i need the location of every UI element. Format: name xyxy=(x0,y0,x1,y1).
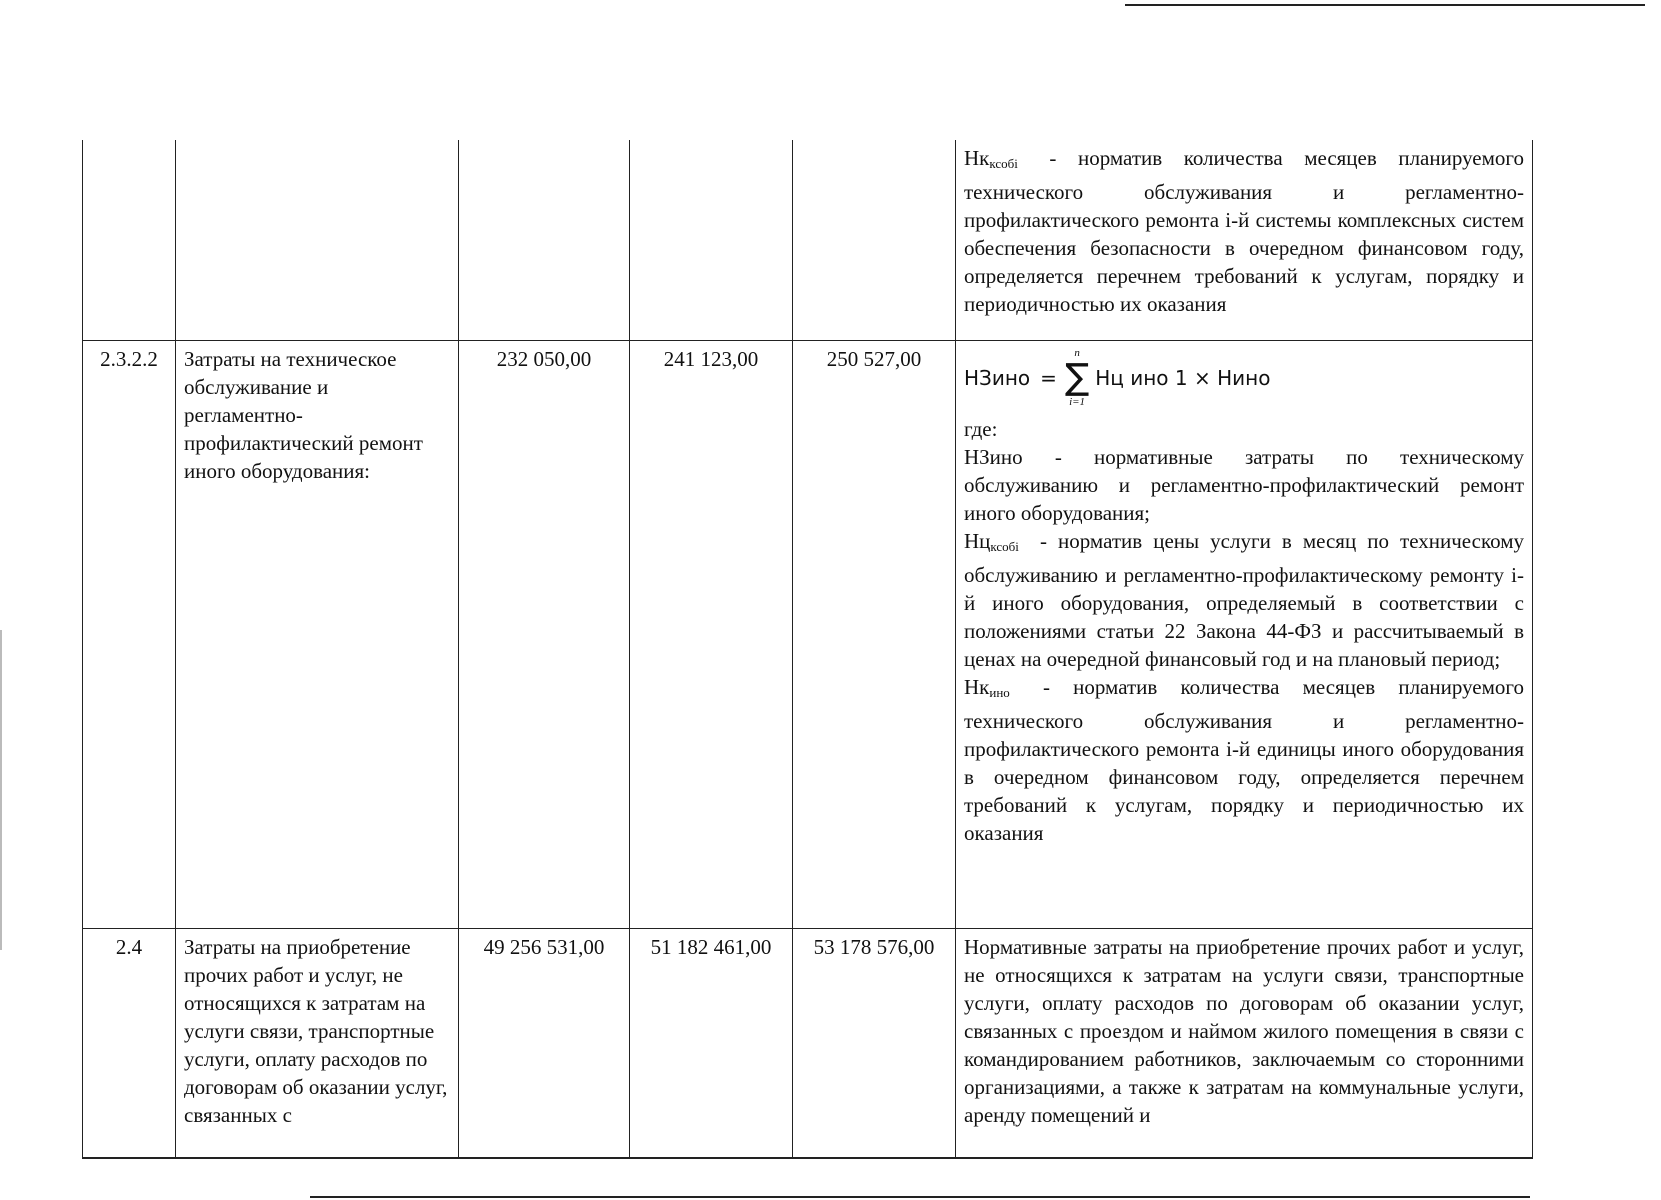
symbol-main: Нц xyxy=(964,528,991,553)
cost-formula xyxy=(964,345,1524,411)
symbol-main: Нк xyxy=(964,146,990,170)
amount-year-2: 241 123,00 xyxy=(630,340,793,928)
sum-operator xyxy=(1065,348,1089,408)
where-label: где: xyxy=(964,416,998,441)
row-description xyxy=(956,340,1533,928)
amount-year-3: 53 178 576,00 xyxy=(793,928,956,1158)
description-paragraph xyxy=(964,673,1524,847)
description-paragraph xyxy=(964,443,1524,527)
amount-year-1: 49 256 531,00 xyxy=(459,928,630,1158)
row-number xyxy=(83,140,176,340)
sum-lower-limit: i=1 xyxy=(1069,395,1086,408)
scan-margin-mark xyxy=(0,630,2,950)
formula-lhs: НЗино xyxy=(964,365,1031,390)
amount-year-3 xyxy=(793,140,956,340)
symbol-definition: - норматив количества месяцев планируемого технического обслуживания и регламентно-профилактического ремонта i-й системы комплексных систем обеспечения безопасности в очередном финансовом году, определяется перечнем требований к услугам, порядку и периодичностью их оказания xyxy=(964,146,1524,316)
description-paragraph xyxy=(964,527,1524,673)
sum-upper-limit: n xyxy=(1074,346,1080,359)
table-row xyxy=(83,340,1533,928)
symbol-definition: - норматив цены услуги в месяц по техническому обслуживанию и регламентно-профилактическому ремонту i-й иного оборудования, определяемый в соответствии с положениями статьи 22 Закона 44-ФЗ и рассчитываемый в ценах на очередной финансовый год и на плановый период; xyxy=(964,528,1524,671)
table-row xyxy=(83,140,1533,340)
symbol-subscript: ксобi xyxy=(989,156,1018,171)
row-number: 2.3.2.2 xyxy=(83,340,176,928)
amount-year-1: 232 050,00 xyxy=(459,340,630,928)
description-paragraph xyxy=(964,144,1524,318)
symbol-definition: - нормативные затраты по техническому обслуживанию и регламентно-профилактический ремонт иного оборудования; xyxy=(964,444,1524,525)
amount-year-2 xyxy=(630,140,793,340)
amount-year-2: 51 182 461,00 xyxy=(630,928,793,1158)
symbol-subscript: ино xyxy=(989,684,1010,700)
symbol-subscript: ксобi xyxy=(990,538,1019,554)
amount-year-1 xyxy=(459,140,630,340)
symbol-main: Нк xyxy=(964,674,990,699)
bottom-rule xyxy=(310,1196,1530,1198)
top-rule xyxy=(1125,4,1645,6)
description-paragraph: Нормативные затраты на приобретение прочих работ и услуг, не относящихся к затратам на услуги связи, транспортные услуги, оплату расходов по договорам об оказании услуг, связанных с проездом и наймом жилого помещения в связи с командированием работников, заключаемым со сторонними организациями, а также к затратам на коммунальные услуги, аренду помещений и xyxy=(964,934,1524,1127)
formula-equals: = xyxy=(1040,365,1057,390)
cost-table xyxy=(82,140,1533,1159)
row-description xyxy=(956,140,1533,340)
symbol-definition: - норматив количества месяцев планируемого технического обслуживания и регламентно-профилактического ремонта i-й единицы иного оборудования в очередном финансовом году, определяется перечнем требований к услугам, порядку и периодичностью их оказания xyxy=(964,674,1524,845)
row-description xyxy=(956,928,1533,1158)
formula-rhs: Нц ино 1 × Нино xyxy=(1095,365,1271,390)
row-title: Затраты на приобретение прочих работ и услуг, не относящихся к затратам на услуги связи, транспортные услуги, оплату расходов по договорам об оказании услуг, связанных с xyxy=(176,928,459,1158)
table-row xyxy=(83,928,1533,1158)
sigma-icon: ∑ xyxy=(1064,356,1090,398)
symbol-main: НЗино xyxy=(964,444,1023,469)
row-title: Затраты на техническое обслуживание и регламентно-профилактический ремонт иного оборудования: xyxy=(176,340,459,928)
row-number: 2.4 xyxy=(83,928,176,1158)
row-title xyxy=(176,140,459,340)
amount-year-3: 250 527,00 xyxy=(793,340,956,928)
